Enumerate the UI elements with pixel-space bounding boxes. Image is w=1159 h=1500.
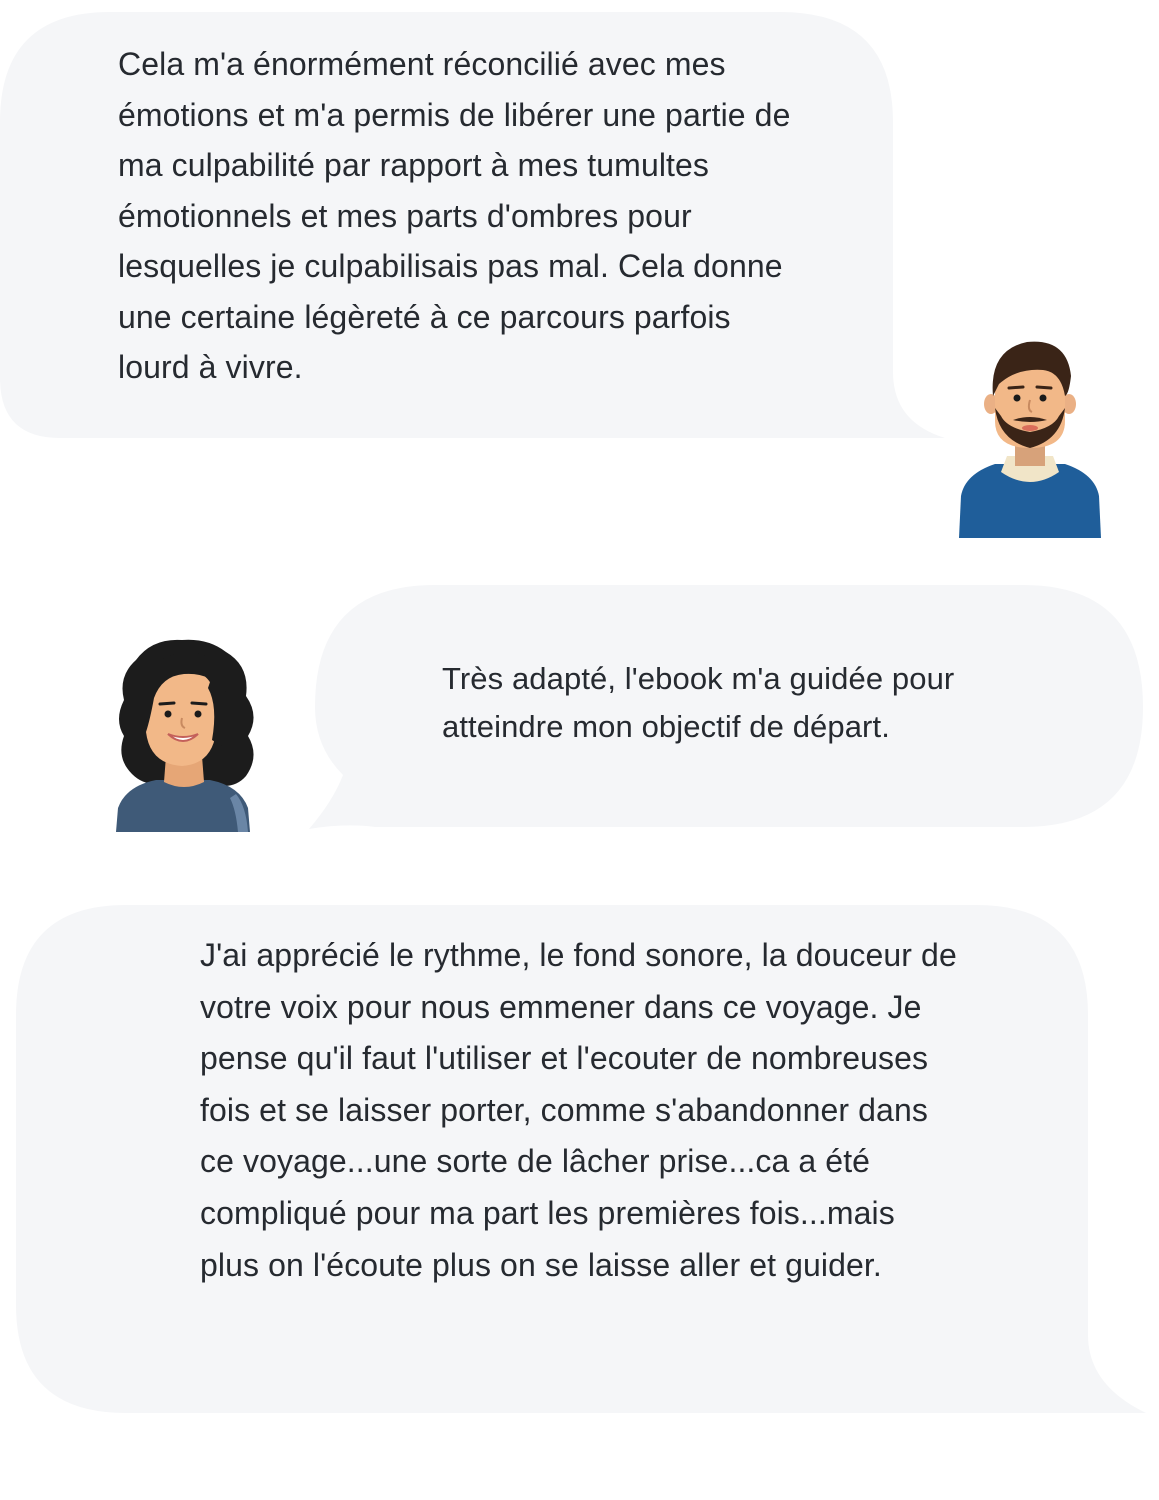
woman-avatar xyxy=(112,636,254,832)
testimonial-bubble-1 xyxy=(0,12,950,442)
testimonial-text: Cela m'a énormément réconcilié avec mes émotions et m'a permis de libérer une partie de ma culpabilité par rapport à mes tumultes émotionnels et mes parts d'ombres pour lesquelles je culpabilisais pas mal. Cela donne une certaine légèreté à ce parcours parfois lourd à vivre. xyxy=(118,46,791,385)
man-avatar xyxy=(955,336,1105,538)
testimonial-bubble-2 xyxy=(305,585,1145,830)
testimonial-text: J'ai apprécié le rythme, le fond sonore, la douceur de votre voix pour nous emmener dans ce voyage. Je pense qu'il faut l'utiliser et l'ecouter de nombreuses fois et se laisser porter, comme s'abandonner dans ce voyage...une sorte de lâcher prise...ca a été compliqué pour ma part les premières fois...mais plus on l'écoute plus on se laisse aller et guider. xyxy=(200,937,957,1283)
man-avatar-icon xyxy=(955,336,1105,538)
testimonial-bubble-3 xyxy=(16,905,1146,1415)
woman-avatar-icon xyxy=(112,636,254,832)
testimonial-text: Très adapté, l'ebook m'a guidée pour atteindre mon objectif de départ. xyxy=(442,661,955,744)
